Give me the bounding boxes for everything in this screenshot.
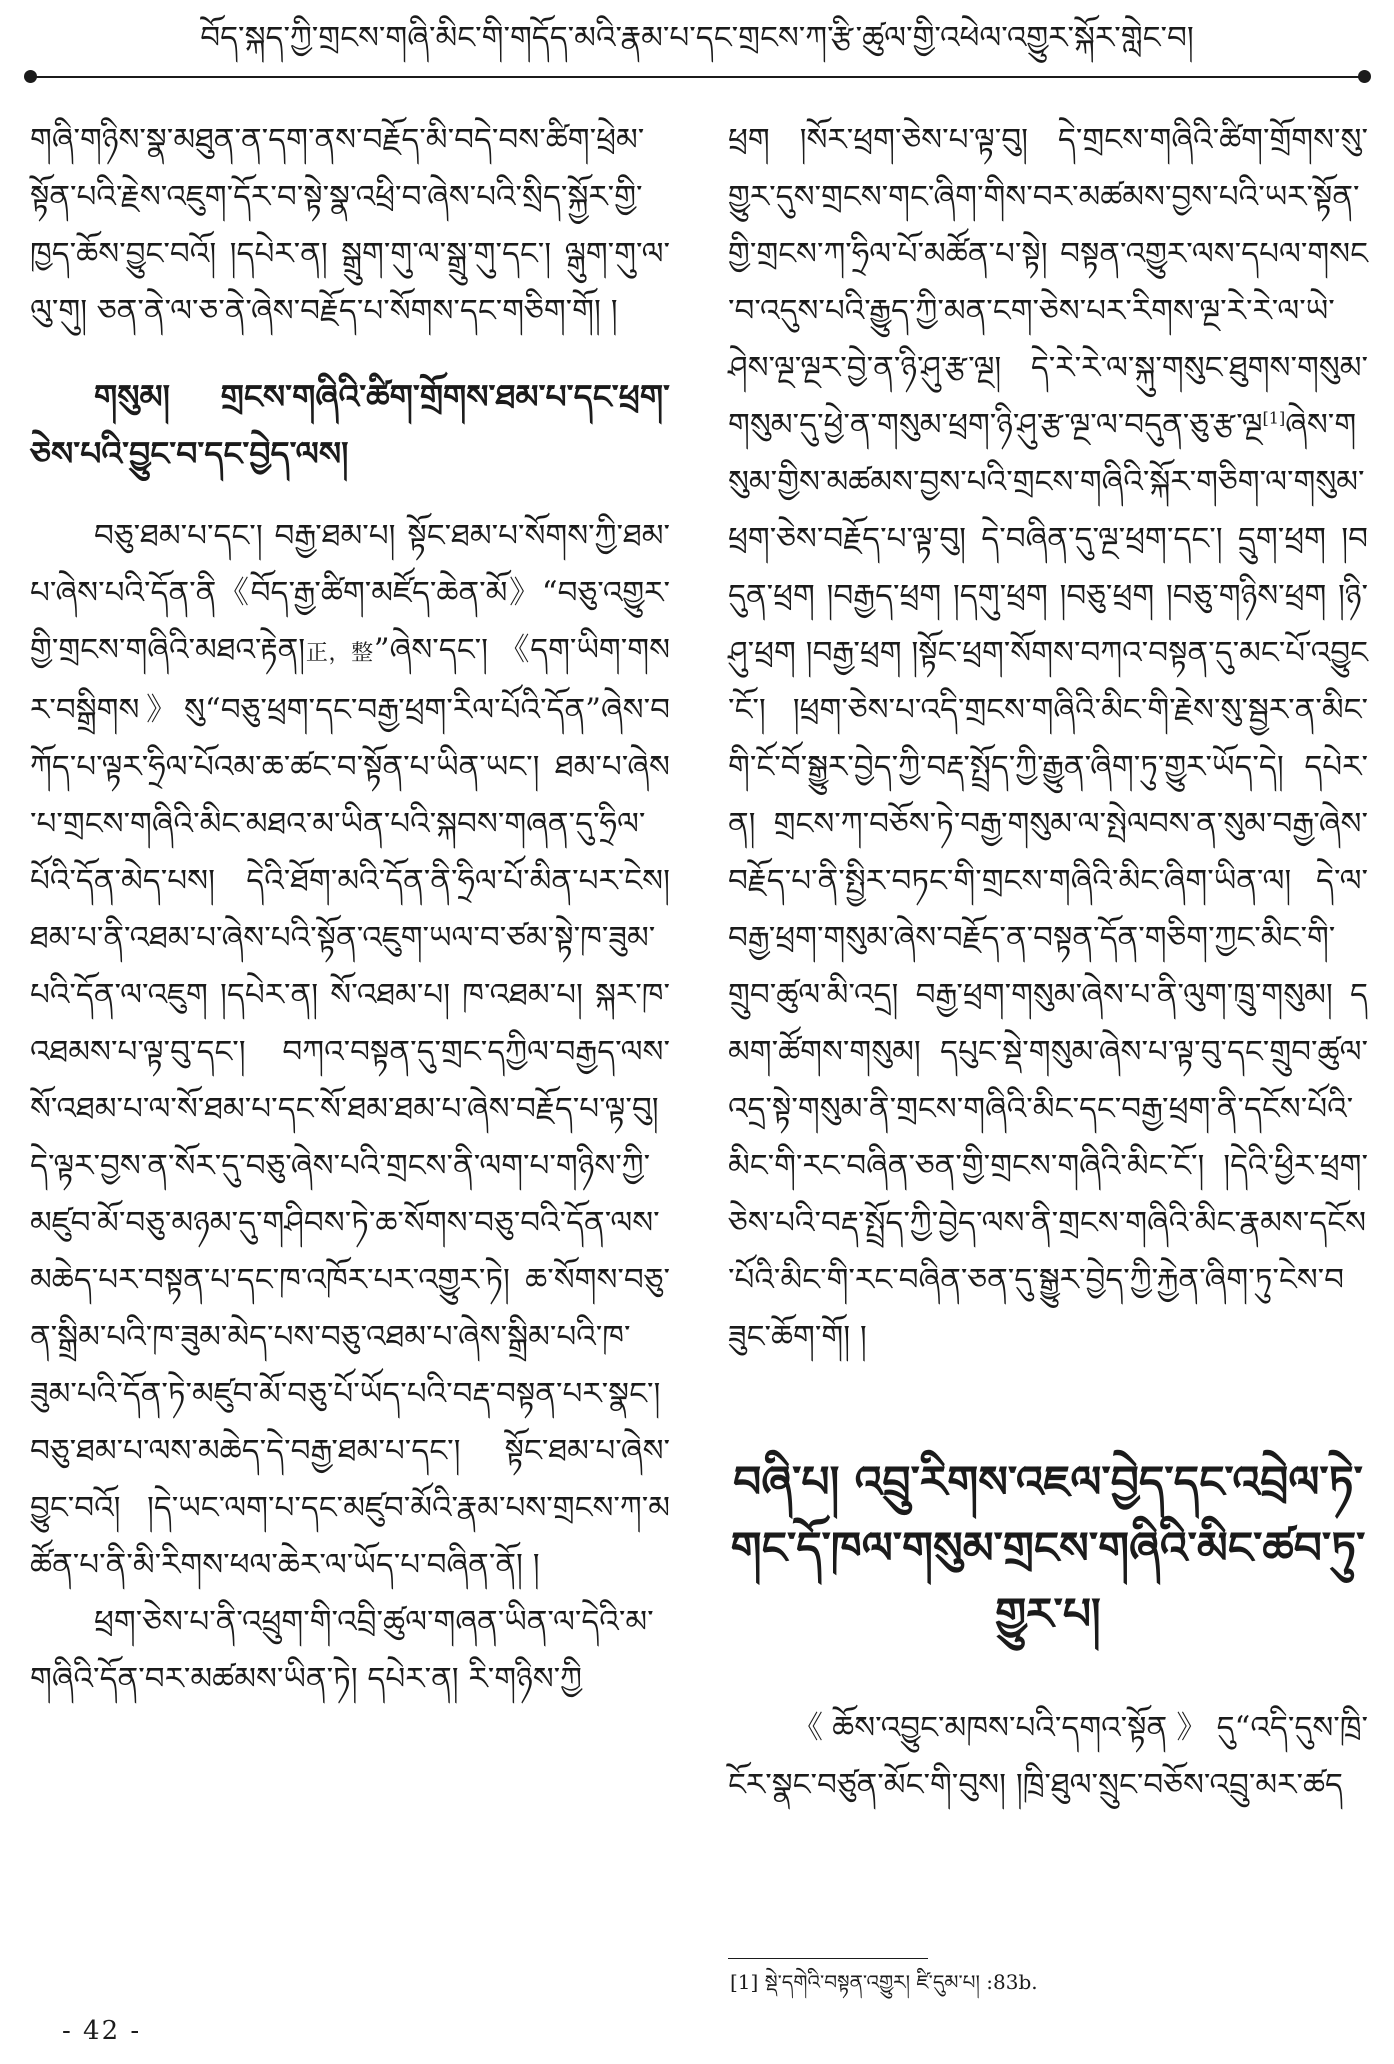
chapter-4-title: བཞི་པ། འབྲུ་རིགས་འཇལ་བྱེད་དང་འབྲེལ་ཏེ་གང་དོ་ཁལ་གསུམ་གྲངས་གཞིའི་མིང་ཚབ་ཏུ་གྱུར་པ། <box>730 1457 1366 1640</box>
right-column <box>728 112 1368 1814</box>
running-header: བོད་སྐད་ཀྱི་གྲངས་གཞི་མིང་གི་གདོད་མའི་རྣམ་པ་དང་གྲངས་ཀ་རྩི་ཚུལ་གྱི་འཕེལ་འགྱུར་སྐོར་གླེང་བ། <box>200 20 1194 56</box>
footnote-reference-mark[interactable]: [1] <box>1262 408 1286 428</box>
footnote-1: [1] སྡེ་དགེའི་བསྟན་འགྱུར། ཛི་དུམ་པ། :83b. <box>730 1970 1038 1994</box>
page-number: - 42 - <box>62 2016 142 2046</box>
left-paragraph-2 <box>30 508 670 1594</box>
left-paragraph-3: ཕྲག་ཅེས་པ་ནི་འཕྲུག་གི་འབྲི་ཚུལ་གཞན་ཡིན་ལ་དེའི་མ་གཞིའི་དོན་བར་མཚམས་ཡིན་ཏེ། དཔེར་ན། རི་གཉིས་ཀྱི <box>30 1604 654 1697</box>
right-paragraph-1-part-1: ཕྲག །སོར་ཕྲག་ཅེས་པ་ལྟ་བུ། དེ་གྲངས་གཞིའི་ཚིག་གྲོགས་སུ་གྱུར་དུས་གྲངས་གང་ཞིག་གིས་བར་མཚམས་བྱས་པའི་ཡར་སྟོན་གྱི་གྲངས་ཀ་ཧྲིལ་པོ་མཚོན་པ་སྟེ། བསྟན་འགྱུར་ལས་དཔལ་གསང་བ་འདུས་པའི་རྒྱུད་ཀྱི་མན་ངག་ཅེས་པར་རིགས་ལྔ་རེ་རེ་ལ་ཡེ་ཤེས་ལྔ་ལྔར་བྱེ་ན་ཉི་ཤུ་རྩ་ལྔ། དེ་རེ་རེ་ལ་སྐུ་གསུང་ཐུགས་གསུམ་གསུམ་དུ་ཕྱེ་ན་གསུམ་ཕྲག་ཉི་ཤུ་རྩ་ལྔ་ལ་བདུན་ཅུ་རྩ་ལྔ <box>728 122 1368 443</box>
right-paragraph-1 <box>728 112 1368 1366</box>
left-paragraph-2-part-1: བཅུ་ཐམ་པ་དང་། བརྒྱ་ཐམ་པ། སྟོང་ཐམ་པ་སོགས་ཀྱི་ཐམ་པ་ཞེས་པའི་དོན་ནི《བོད་རྒྱ་ཚིག་མཛོད་ཆེན་མོ》“བཅུ་འགྱུར་གྱི་གྲངས་གཞིའི་མཐའ་རྟེན། <box>30 518 670 668</box>
left-column <box>30 112 670 1708</box>
header-rule <box>30 76 1365 78</box>
header-rule-right-dot <box>1358 70 1371 83</box>
left-paragraph-2-part-2: ”ཞེས་དང་། 《དག་ཡིག་གསར་བསྒྲིགས》སུ“བཅུ་ཕྲག་དང་བརྒྱ་ཕྲག་རིལ་པོའི་དོན”ཞེས་བཀོད་པ་ལྟར་ཧྲིལ་པོའམ་ཆ་ཚང་བ་སྟོན་པ་ཡིན་ཡང་། ཐམ་པ་ཞེས་པ་གྲངས་གཞིའི་མིང་མཐའ་མ་ཡིན་པའི་སྐབས་གཞན་དུ་ཧྲིལ་པོའི་དོན་མེད་པས། དེའི་ཐོག་མའི་དོན་ནི་ཧྲིལ་པོ་མིན་པར་ངེས། ཐམ་པ་ནི་འཐམ་པ་ཞེས་པའི་སྟོན་འཇུག་ཡལ་བ་ཙམ་སྟེ་ཁ་ཟུམ་པའི་དོན་ལ་འཇུག །དཔེར་ན། སོ་འཐམ་པ། ཁ་འཐམ་པ། སྐར་ཁ་འཐམས་པ་ལྟ་བུ་དང་། བཀའ་བསྟན་དུ་གྲང་དཀྱིལ་བརྒྱད་ལས་སོ་འཐམ་པ་ལ་སོ་ཐམ་པ་དང་སོ་ཐམ་ཐམ་པ་ཞེས་བརྗོད་པ་ལྟ་བུ། དེ་ལྟར་བྱས་ན་སོར་དུ་བཅུ་ཞེས་པའི་གྲངས་ནི་ལག་པ་གཉིས་ཀྱི་མཛུབ་མོ་བཅུ་མཉམ་དུ་གཤིབས་ཏེ་ཆ་སོགས་བཅུ་བའི་དོན་ལས་མཆེད་པར་བསྟན་པ་དང་ཁ་འཁོར་པར་འགྱུར་ཏེ། ཆ་སོགས་བཅུ་ན་སྒྲིམ་པའི་ཁ་ཟུམ་མེད་པས་བཅུ་འཐམ་པ་ཞེས་སྒྲིམ་པའི་ཁ་ཟུམ་པའི་དོན་ཏེ་མཛུབ་མོ་བཅུ་པོ་ཡོད་པའི་བརྡ་བསྟན་པར་སྣང་། བཅུ་ཐམ་པ་ལས་མཆེད་དེ་བརྒྱ་ཐམ་པ་དང་། སྟོང་ཐམ་པ་ཞེས་བྱུང་བའོ། །དེ་ཡང་ལག་པ་དང་མཛུབ་མོའི་རྣམ་པས་གྲངས་ཀ་མཚོན་པ་ནི་མི་རིགས་ཕལ་ཆེར་ལ་ཡོད་པ་བཞིན་ནོ། ། <box>30 632 670 1583</box>
right-paragraph-2: 《ཆོས་འབྱུང་མཁས་པའི་དགའ་སྟོན》དུ“འདི་དུས་ཁྲི་ངོར་སྣང་བཙུན་མོང་གི་བུས། །ཁྲི་ཐུལ་སྲུང་བཅོས་འབྲུ་མར་ཚད <box>728 1710 1368 1803</box>
chinese-gloss-term: 正，整 <box>305 641 374 666</box>
right-paragraph-1-part-2: ཞེས་གསུམ་གྱིས་མཚམས་བྱས་པའི་གྲངས་གཞིའི་སྐོར་གཅིག་ལ་གསུམ་ཕྲག་ཅེས་བརྗོད་པ་ལྟ་བུ། དེ་བཞིན་དུ་ལྔ་ཕྲག་དང་། དྲུག་ཕྲག །བདུན་ཕྲག །བརྒྱད་ཕྲག །དགུ་ཕྲག །བཅུ་ཕྲག །བཅུ་གཉིས་ཕྲག །ཉི་ཤུ་ཕྲག །བརྒྱ་ཕྲག །སྟོང་ཕྲག་སོགས་བཀའ་བསྟན་དུ་མང་པོ་འབྱུང་ངོ་། །ཕྲག་ཅེས་པ་འདི་གྲངས་གཞིའི་མིང་གི་རྗེས་སུ་སྦྱར་ན་མིང་གི་ངོ་བོ་སྒྱུར་བྱེད་ཀྱི་བརྡ་སྤྲོད་ཀྱི་རྒྱུན་ཞིག་ཏུ་གྱུར་ཡོད་དེ། དཔེར་ན། གྲངས་ཀ་བཅོས་ཏེ་བརྒྱ་གསུམ་ལ་སྤེལབས་ན་སུམ་བརྒྱ་ཞེས་བརྗོད་པ་ནི་སྤྱིར་བཏང་གི་གྲངས་གཞིའི་མིང་ཞིག་ཡིན་ལ། དེ་ལ་བརྒྱ་ཕྲག་གསུམ་ཞེས་བརྗོད་ན་བསྟན་དོན་གཅིག་ཀྱང་མིང་གི་གྲུབ་ཚུལ་མི་འདྲ། བརྒྱ་ཕྲག་གསུམ་ཞེས་པ་ནི་ལུག་ཁྲུ་གསུམ། དམག་ཚོགས་གསུམ། དཔུང་སྡེ་གསུམ་ཞེས་པ་ལྟ་བུ་དང་གྲུབ་ཚུལ་འདྲ་སྟེ་གསུམ་ནི་གྲངས་གཞིའི་མིང་དང་བརྒྱ་ཕྲག་ནི་དངོས་པོའི་མིང་གི་རང་བཞིན་ཅན་གྱི་གྲངས་གཞིའི་མིང་ངོ་། །དེའི་ཕྱིར་ཕྲག་ཅེས་པའི་བརྡ་སྤྲོད་ཀྱི་བྱེད་ལས་ནི་གྲངས་གཞིའི་མིང་རྣམས་དངོས་པོའི་མིང་གི་རང་བཞིན་ཅན་དུ་སྒྱུར་བྱེད་ཀྱི་རྐྱེན་ཞིག་ཏུ་ངེས་བཟུང་ཆོག་གོ། ། <box>728 407 1368 1355</box>
footnote-separator <box>728 1958 928 1959</box>
section-3-heading: གསུམ། གྲངས་གཞིའི་ཚིག་གྲོགས་ཐམ་པ་དང་ཕྲག་ཅེས་པའི་བྱུང་བ་དང་བྱེད་ལས། <box>30 377 670 473</box>
left-paragraph-1: གཞི་གཉིས་སྣ་མཐུན་ན་དག་ནས་བརྗོད་མི་བདེ་བས་ཚིག་ཕྲེམ་སྟོན་པའི་རྗེས་འཇུག་དོར་བ་སྟེ་སྣ་འཕྲི་བ་ཞེས་པའི་སྲིད་སྐྱོར་གྱི་ཁྱད་ཆོས་བྱུང་བའོ། །དཔེར་ན། སྒྲུག་གུ་ལ་སྒྲུ་གུ་དང་། ལྒུག་གུ་ལ་ལུ་གུ། ཅན་ནེ་ལ་ཅ་ནེ་ཞེས་བརྗོད་པ་སོགས་དང་གཅིག་གོ། ། <box>30 122 670 329</box>
